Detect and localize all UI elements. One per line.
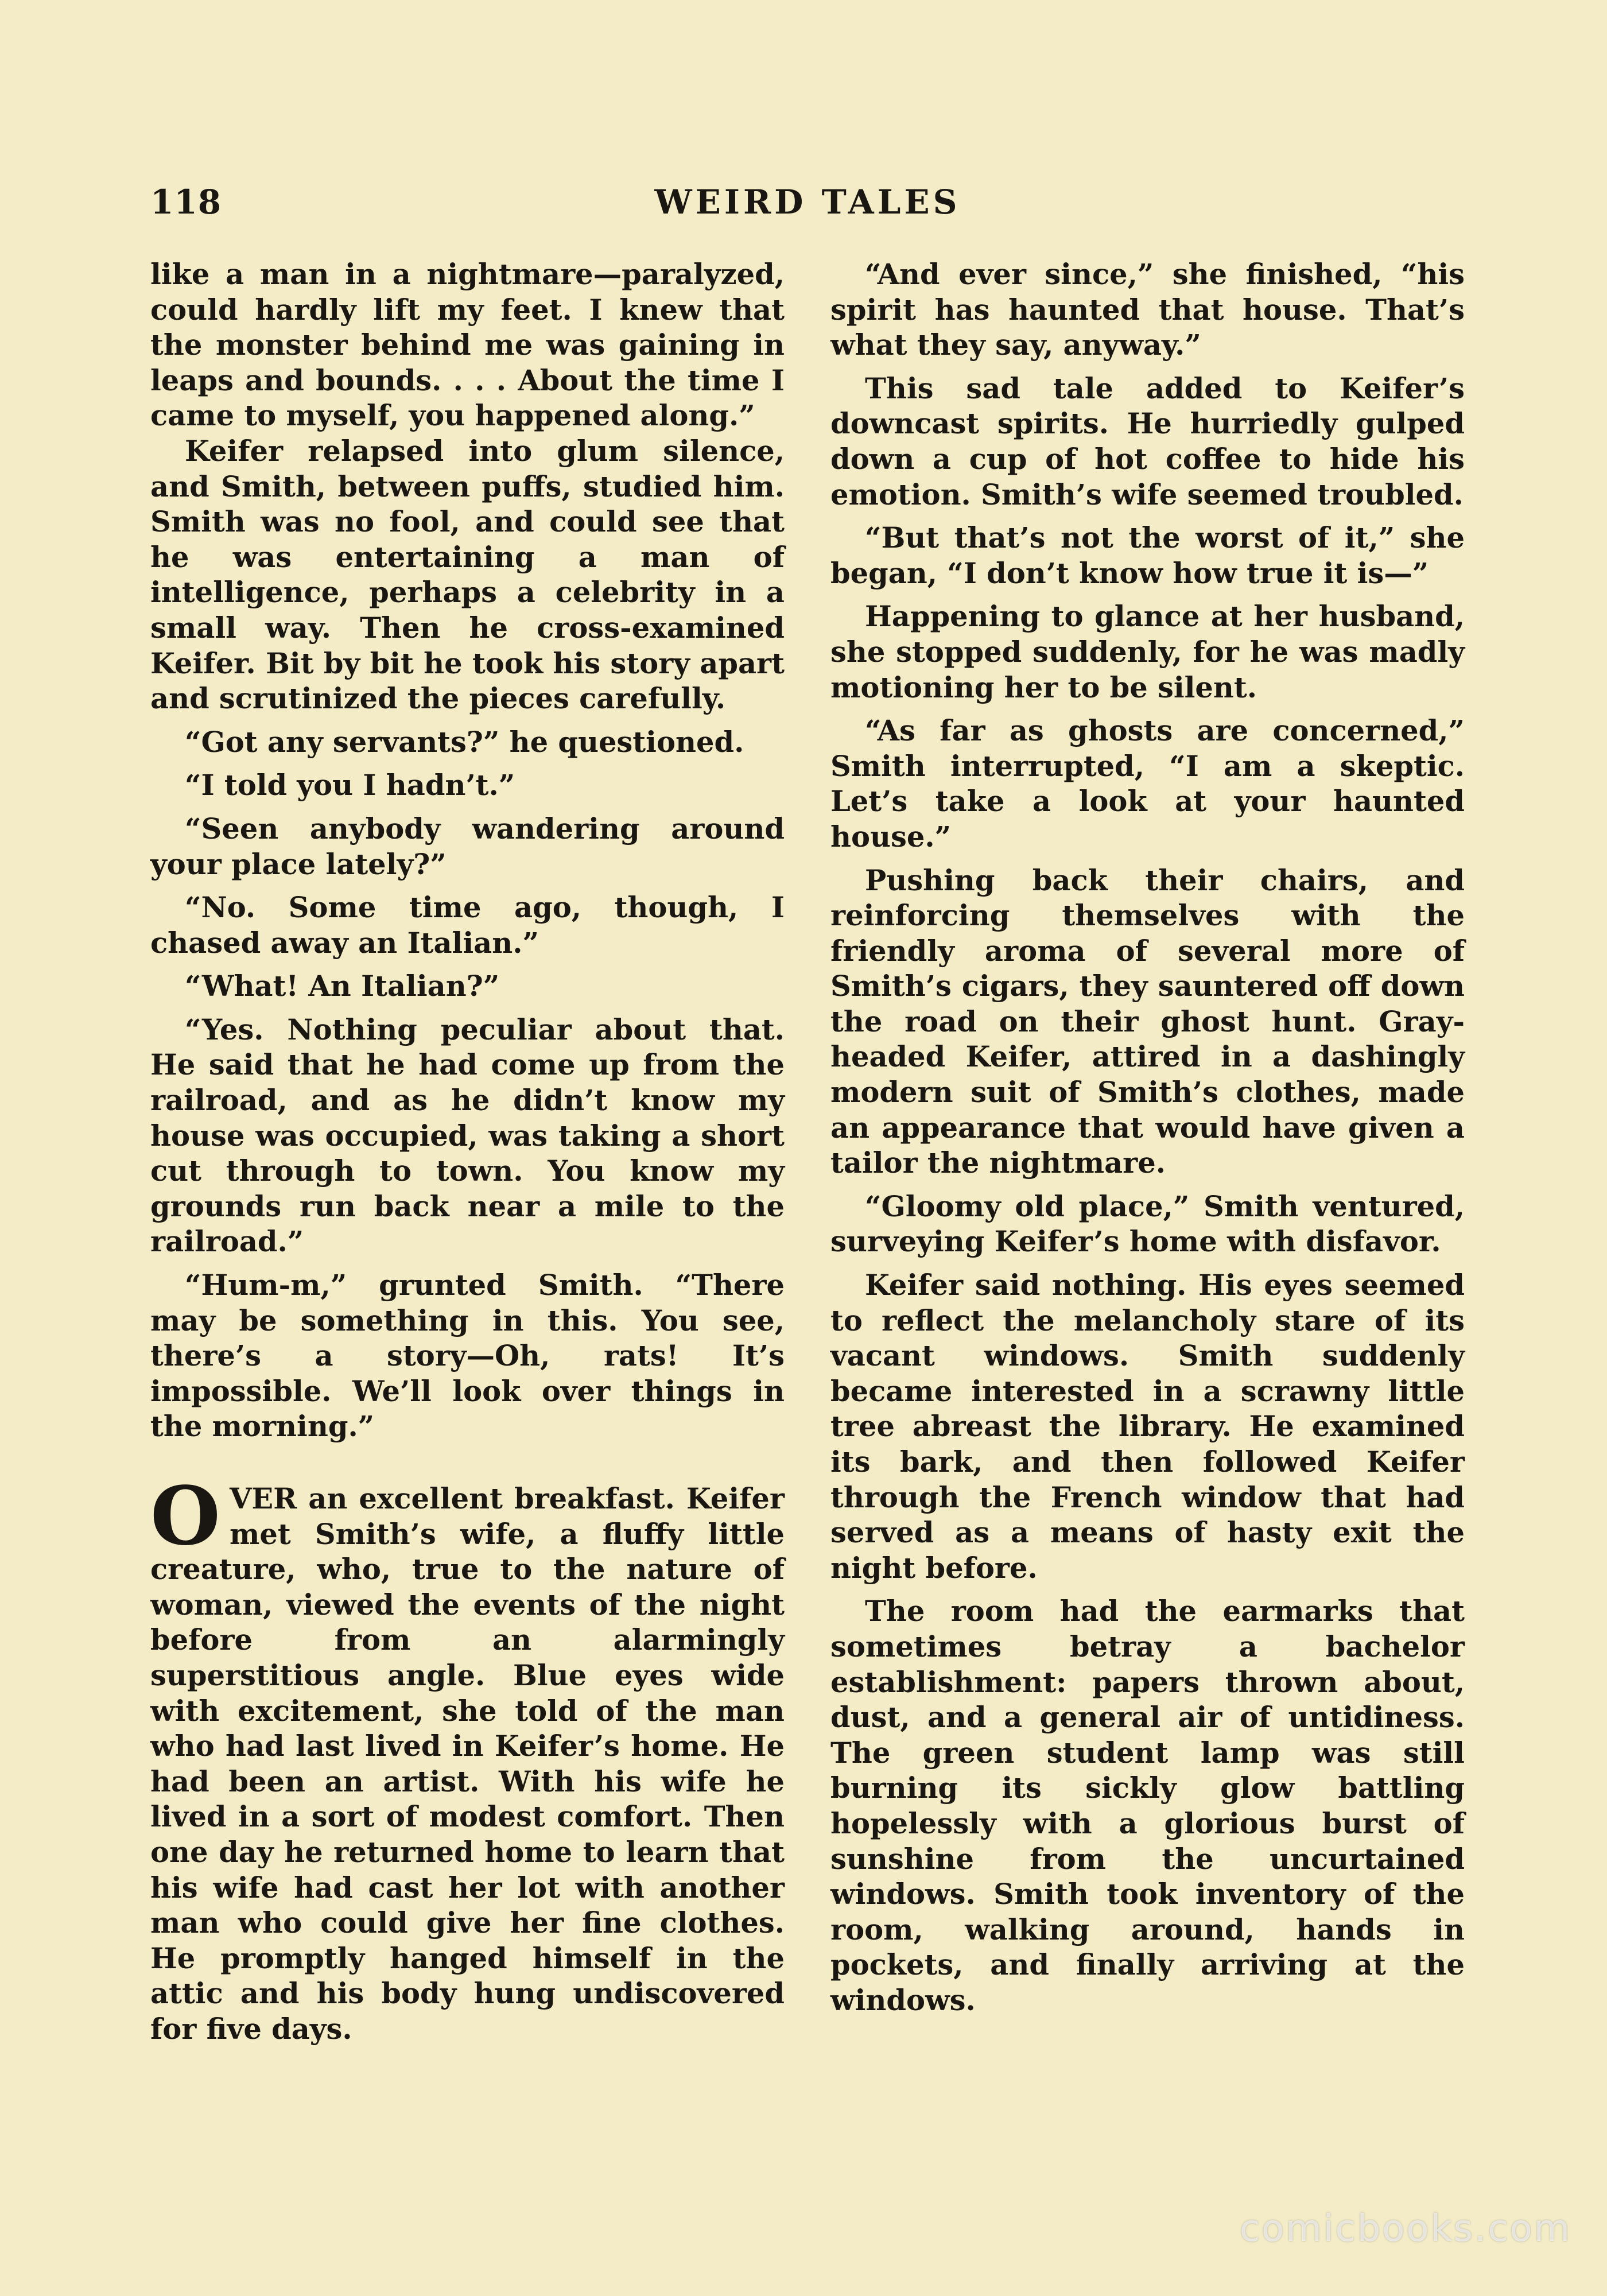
paragraph-text: an excellent breakfast. Keifer met Smith’s wife, a fluffy little creature, who, true to the nature of woman, viewed the events of the night before from an alarmingly superstitious angle. Blue eyes wide with excitement, she told of the man who had last lived in Keifer’s home. He had been an artist. With his wife he lived in a sort of modest comfort. Then one day he returned home to learn that his wife had cast her lot with another man who could give her fine clothes. He promptly hanged himself in the attic and his body hung undiscovered for five days. [150,1482,785,2046]
paragraph: “Hum-m,” grunted Smith. “There may be something in this. You see, there’s a story—Oh, rats! It’s impossible. We’ll look over things in the morning.” [150,1269,785,1444]
paragraph: “Seen anybody wandering around your place lately?” [150,812,785,881]
paragraph: “Got any servants?” he questioned. [185,725,744,759]
watermark: comicbooks.com [1239,2208,1571,2250]
paragraph: “Gloomy old place,” Smith ventured, surveying Keifer’s home with disfavor. [830,1189,1465,1259]
page-header [150,183,1465,228]
paragraph: “And ever since,” she finished, “his spirit has haunted that house. That’s what they say, anyway.” [830,258,1465,362]
right-column [830,257,1465,2019]
paragraph: The room had the earmarks that sometimes betray a bachelor establishment: papers thrown about, dust, and a general air of untidiness. The green student lamp was still burning its sickly glow battling hopelessly with a glorious burst of sunshine from the uncurtained windows. Smith took inventory of the room, walking around, hands in pockets, and finally arriving at the windows. [830,1595,1465,2017]
paragraph: Keifer said nothing. His eyes seemed to reflect the melancholy stare of its vacant windows. Smith suddenly became interested in a scrawny little tree abreast the library. He examined its bark, and then followed Keifer through the French window that had served as a means of hasty exit the night before. [830,1269,1465,1585]
paragraph: Pushing back their chairs, and reinforcing themselves with the friendly aroma of several more of Smith’s cigars, they sauntered off down the road on their ghost hunt. Gray-headed Keifer, attired in a dashingly modern suit of Smith’s clothes, made an appearance that would have given a tailor the nightmare. [830,863,1465,1180]
paragraph: Happening to glance at her husband, she stopped suddenly, for he was madly motioning her to be silent. [830,600,1465,704]
page-number: 118 [150,183,222,222]
drop-cap: O [150,1469,220,1564]
left-column [150,257,785,2047]
paragraph: “But that’s not the worst of it,” she began, “I don’t know how true it is—” [830,521,1465,590]
running-title: WEIRD TALES [654,183,961,222]
small-caps-lead: VER [229,1482,297,1515]
paragraph: Keifer relapsed into glum silence, and Smith, between puffs, studied him. Smith was no fool, and could see that he was entertaining a man of intelligence, perhaps a celebrity in a small way. Then he cross-examined Keifer. Bit by bit he took his story apart and scrutinized the pieces carefully. [150,434,785,716]
paragraph: “No. Some time ago, though, I chased away an Italian.” [150,891,785,960]
paragraph: like a man in a nightmare—paralyzed, could hardly lift my feet. I knew that the monster behind me was gaining in leaps and bounds. . . . About the time I came to myself, you happened along.” [150,258,785,433]
section-opening-paragraph [150,1469,785,2047]
paragraph: “I told you I hadn’t.” [185,769,515,802]
paragraph: This sad tale added to Keifer’s downcast spirits. He hurriedly gulped down a cup of hot coffee to hide his emotion. Smith’s wife seemed troubled. [830,371,1465,511]
paragraph: “Yes. Nothing peculiar about that. He said that he had come up from the railroad, and as he didn’t know my house was occupied, was taking a short cut through to town. You know my grounds run back near a mile to the railroad.” [150,1013,785,1259]
paragraph: “What! An Italian?” [185,969,500,1003]
paragraph: “As far as ghosts are concerned,” Smith interrupted, “I am a skeptic. Let’s take a look at your haunted house.” [830,714,1465,854]
